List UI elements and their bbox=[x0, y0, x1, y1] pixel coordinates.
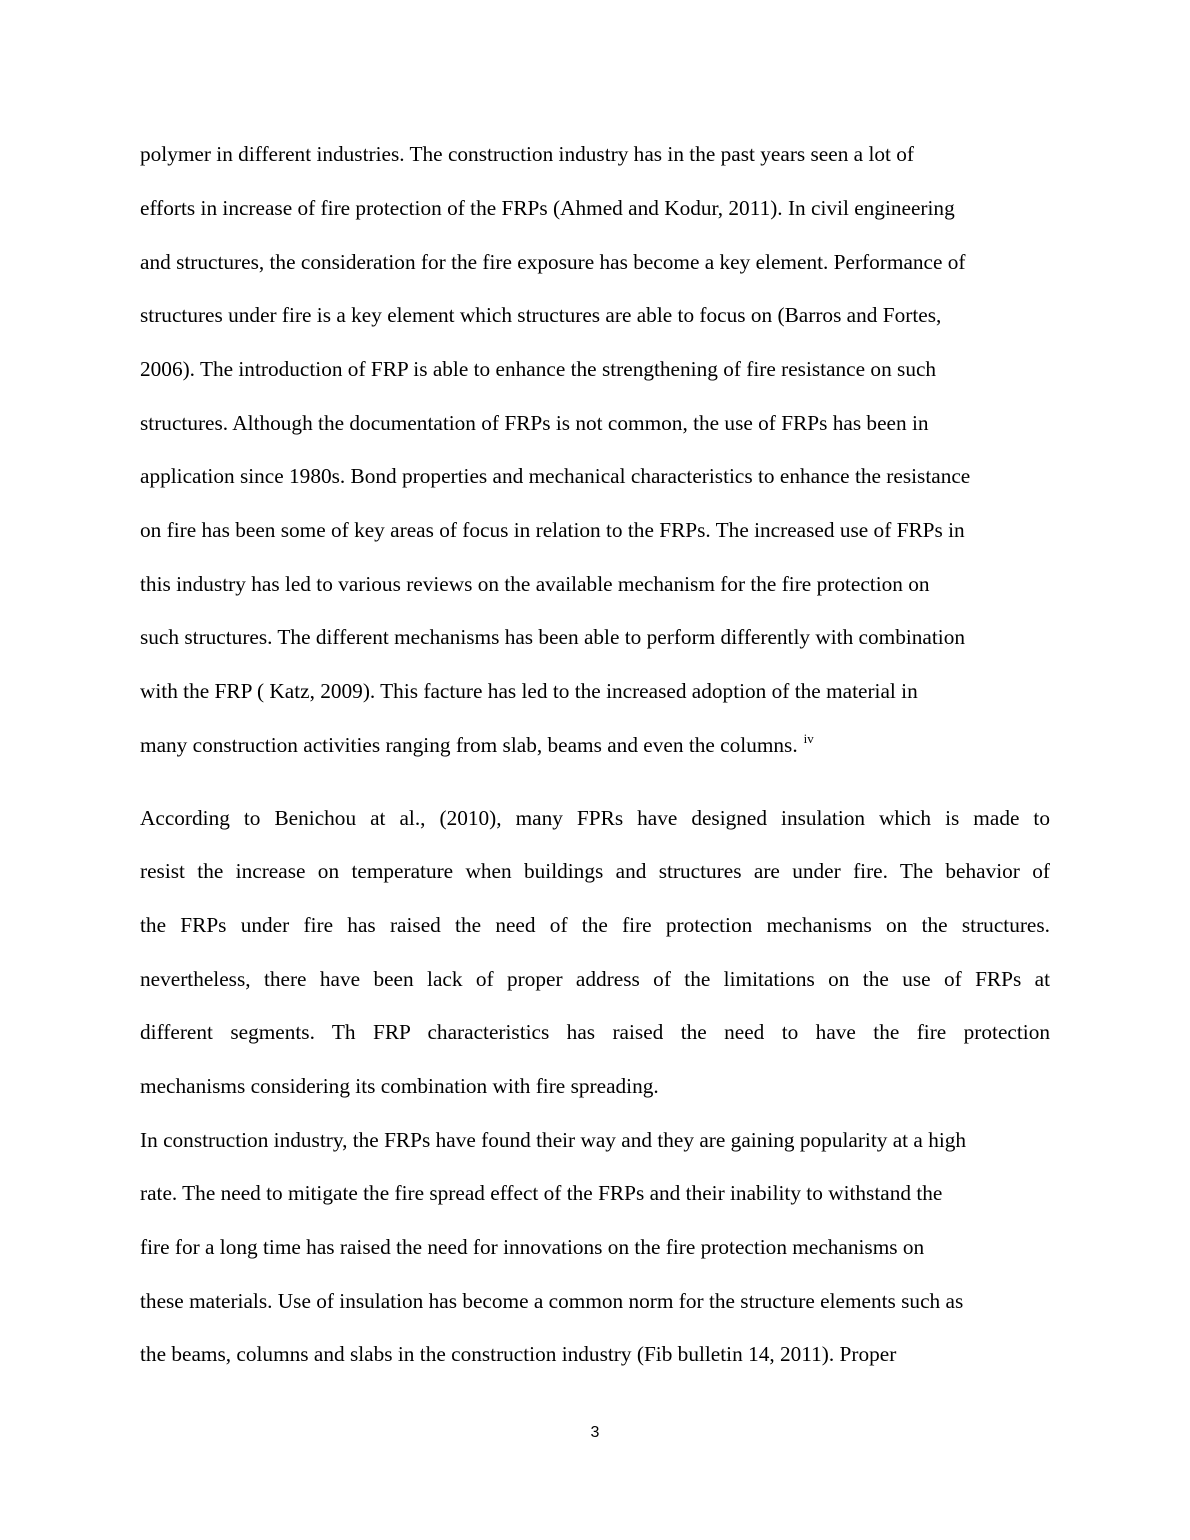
text-line: the beams, columns and slabs in the construction industry (Fib bulletin 14, 2011). Proper bbox=[140, 1342, 897, 1366]
text-line: efforts in increase of fire protection of the FRPs (Ahmed and Kodur, 2011). In civil engineering bbox=[140, 196, 955, 220]
text-line: fire for a long time has raised the need for innovations on the fire protection mechanisms on bbox=[140, 1235, 925, 1259]
text-line: nevertheless, there have been lack of proper address of the limitations on the use of FRPs at bbox=[140, 967, 1050, 991]
endnote-marker: iv bbox=[803, 731, 814, 746]
text-line: mechanisms considering its combination with fire spreading. bbox=[140, 1074, 659, 1098]
text-line: the FRPs under fire has raised the need of the fire protection mechanisms on the structures. bbox=[140, 913, 1050, 937]
text-line: In construction industry, the FRPs have found their way and they are gaining popularity at a high bbox=[140, 1128, 967, 1152]
text-line: and structures, the consideration for the fire exposure has become a key element. Performance of bbox=[140, 250, 966, 274]
page-number: 3 bbox=[590, 1424, 600, 1441]
text-line: these materials. Use of insulation has become a common norm for the structure elements such as bbox=[140, 1289, 964, 1313]
text-line: rate. The need to mitigate the fire spread effect of the FRPs and their inability to withstand the bbox=[140, 1181, 943, 1205]
text-line: 2006). The introduction of FRP is able to enhance the strengthening of fire resistance on such bbox=[140, 357, 937, 381]
text-line: resist the increase on temperature when buildings and structures are under fire. The behavior of bbox=[140, 859, 1050, 883]
text-line: such structures. The different mechanisms has been able to perform differently with combination bbox=[140, 625, 966, 649]
text-line: structures. Although the documentation of FRPs is not common, the use of FRPs has been in bbox=[140, 411, 929, 435]
text-line: on fire has been some of key areas of focus in relation to the FRPs. The increased use of FRPs in bbox=[140, 518, 965, 542]
text-line: different segments. Th FRP characteristics has raised the need to have the fire protection bbox=[140, 1020, 1050, 1044]
text-line-content: many construction activities ranging from slab, beams and even the columns. bbox=[140, 733, 798, 757]
text-line: According to Benichou at al., (2010), many FPRs have designed insulation which is made to bbox=[140, 806, 1050, 830]
text-line: application since 1980s. Bond properties and mechanical characteristics to enhance the resistance bbox=[140, 464, 971, 488]
text-line: structures under fire is a key element which structures are able to focus on (Barros and Fortes, bbox=[140, 303, 942, 327]
text-line: this industry has led to various reviews on the available mechanism for the fire protection on bbox=[140, 572, 930, 596]
text-line: with the FRP ( Katz, 2009). This facture has led to the increased adoption of the material in bbox=[140, 679, 918, 703]
text-line: polymer in different industries. The construction industry has in the past years seen a lot of bbox=[140, 142, 915, 166]
text-line-with-endnote bbox=[140, 733, 814, 760]
